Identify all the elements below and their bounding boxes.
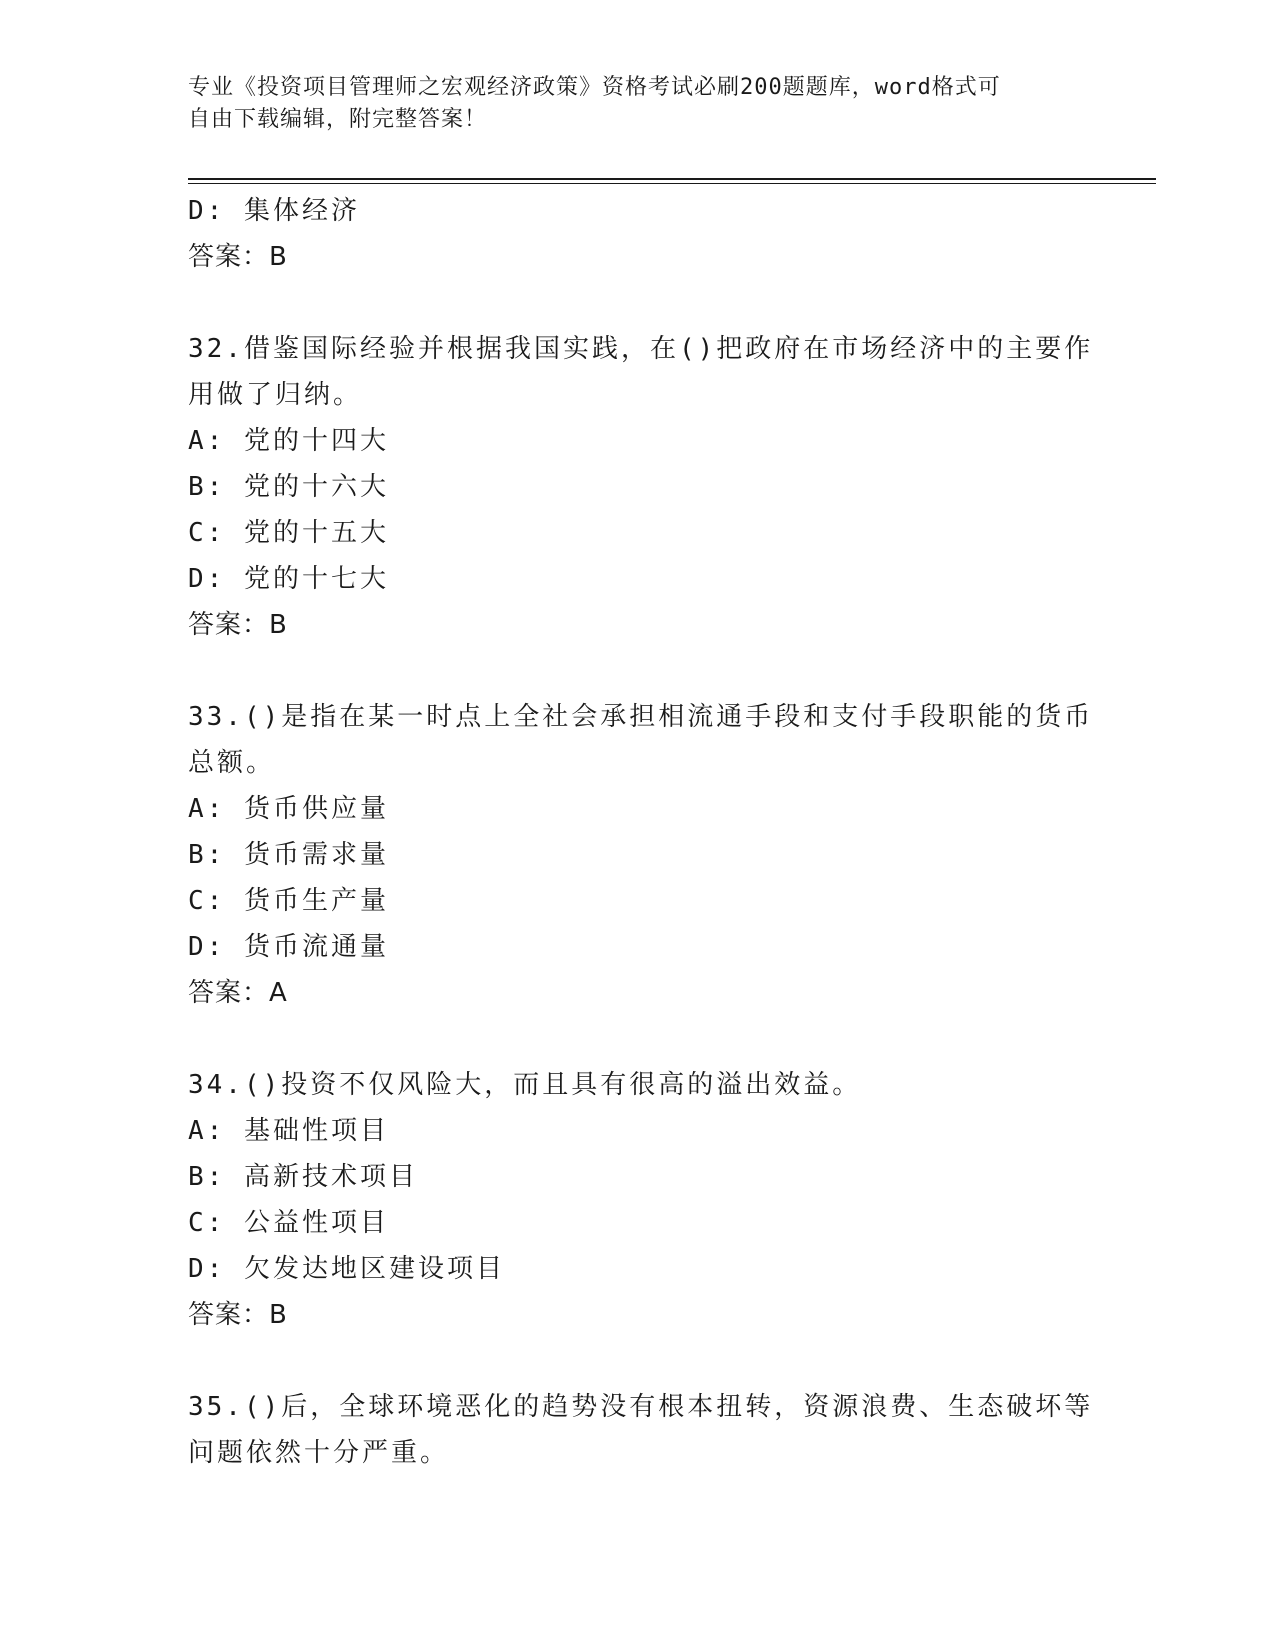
question-list — [188, 188, 1094, 1476]
question-stem-line-2: 问题依然十分严重。 — [188, 1438, 450, 1468]
spacer — [188, 1016, 1088, 1062]
document-header — [188, 72, 1068, 136]
spacer — [188, 280, 1088, 326]
header-title-line-2: 自由下载编辑，附完整答案！ — [188, 107, 488, 132]
question-32 — [188, 326, 1094, 648]
option-c: C: 党的十五大 — [188, 518, 389, 548]
option-b: B: 高新技术项目 — [188, 1162, 418, 1192]
option-b: B: 党的十六大 — [188, 472, 389, 502]
spacer — [188, 1338, 1088, 1384]
question-stem-line-1: 32.借鉴国际经验并根据我国实践，在()把政府在市场经济中的主要作 — [188, 334, 1094, 364]
option-a: A: 党的十四大 — [188, 426, 389, 456]
header-title-line-1: 专业《投资项目管理师之宏观经济政策》资格考试必刷200题题库，word格式可 — [188, 75, 1001, 100]
previous-question-tail — [188, 188, 1088, 280]
answer-line: 答案：B — [188, 610, 288, 640]
spacer — [188, 648, 1088, 694]
question-stem-line-1: 33.()是指在某一时点上全社会承担相流通手段和支付手段职能的货币 — [188, 702, 1094, 732]
answer-line: 答案：B — [188, 1300, 288, 1330]
question-stem-line-2: 用做了归纳。 — [188, 380, 363, 410]
option-d: D: 党的十七大 — [188, 564, 389, 594]
question-33 — [188, 694, 1094, 1016]
question-stem-line-2: 总额。 — [188, 748, 276, 778]
question-stem-line-1: 35.()后，全球环境恶化的趋势没有根本扭转，资源浪费、生态破坏等 — [188, 1392, 1094, 1422]
option-a: A: 货币供应量 — [188, 794, 389, 824]
question-stem-line-1: 34.()投资不仅风险大，而且具有很高的溢出效益。 — [188, 1070, 862, 1100]
option-b: B: 货币需求量 — [188, 840, 389, 870]
option-c: C: 货币生产量 — [188, 886, 389, 916]
option-c: C: 公益性项目 — [188, 1208, 389, 1238]
header-divider-thin — [188, 183, 1156, 184]
question-34 — [188, 1062, 1088, 1338]
header-divider-thick — [188, 178, 1156, 180]
option-a: A: 基础性项目 — [188, 1116, 389, 1146]
option-d: D: 货币流通量 — [188, 932, 389, 962]
answer-line: 答案：A — [188, 978, 288, 1008]
answer-line: 答案：B — [188, 242, 288, 272]
question-35 — [188, 1384, 1094, 1476]
option-d: D: 欠发达地区建设项目 — [188, 1254, 505, 1284]
option-d: D: 集体经济 — [188, 196, 360, 226]
